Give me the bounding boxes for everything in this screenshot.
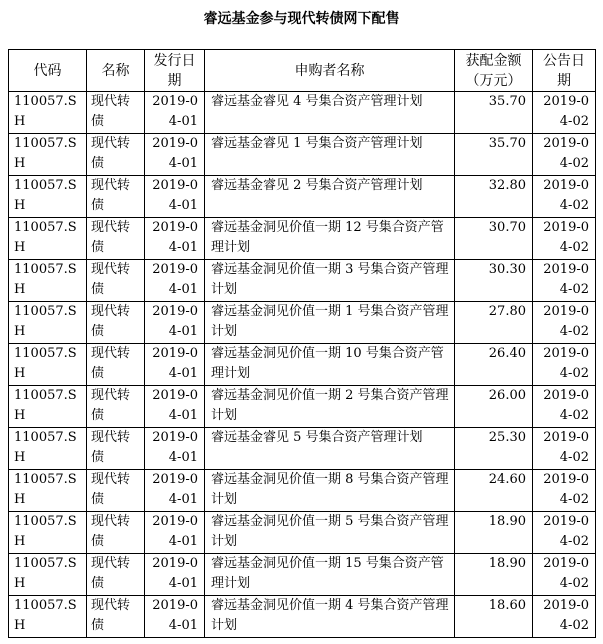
cell-code: 110057.SH (9, 344, 87, 386)
cell-amount: 35.70 (455, 92, 533, 134)
cell-code: 110057.SH (9, 176, 87, 218)
cell-name: 现代转债 (87, 218, 145, 260)
cell-issue-date: 2019-04-01 (145, 260, 205, 302)
header-code: 代码 (9, 50, 87, 92)
cell-name: 现代转债 (87, 512, 145, 554)
cell-issue-date: 2019-04-01 (145, 428, 205, 470)
cell-issue-date: 2019-04-01 (145, 176, 205, 218)
table-row (9, 218, 596, 260)
cell-applicant: 睿远基金睿见 5 号集合资产管理计划 (205, 428, 455, 470)
cell-code: 110057.SH (9, 554, 87, 596)
allocation-table (8, 49, 596, 638)
cell-code: 110057.SH (9, 302, 87, 344)
cell-announce-date: 2019-04-02 (533, 302, 596, 344)
cell-announce-date: 2019-04-02 (533, 386, 596, 428)
cell-amount: 18.90 (455, 512, 533, 554)
cell-announce-date: 2019-04-02 (533, 260, 596, 302)
table-row (9, 344, 596, 386)
cell-announce-date: 2019-04-02 (533, 218, 596, 260)
cell-issue-date: 2019-04-01 (145, 554, 205, 596)
cell-code: 110057.SH (9, 428, 87, 470)
table-row (9, 176, 596, 218)
cell-issue-date: 2019-04-01 (145, 596, 205, 638)
cell-announce-date: 2019-04-02 (533, 176, 596, 218)
cell-code: 110057.SH (9, 512, 87, 554)
cell-issue-date: 2019-04-01 (145, 386, 205, 428)
cell-code: 110057.SH (9, 134, 87, 176)
cell-name: 现代转债 (87, 554, 145, 596)
cell-applicant: 睿远基金洞见价值一期 1 号集合资产管理计划 (205, 302, 455, 344)
cell-applicant: 睿远基金洞见价值一期 5 号集合资产管理计划 (205, 512, 455, 554)
table-row (9, 134, 596, 176)
cell-amount: 18.90 (455, 554, 533, 596)
cell-amount: 24.60 (455, 470, 533, 512)
table-row (9, 596, 596, 638)
cell-amount: 32.80 (455, 176, 533, 218)
cell-amount: 26.40 (455, 344, 533, 386)
cell-name: 现代转债 (87, 428, 145, 470)
table-row (9, 260, 596, 302)
cell-amount: 18.60 (455, 596, 533, 638)
table-row (9, 386, 596, 428)
cell-name: 现代转债 (87, 92, 145, 134)
page-title: 睿远基金参与现代转债网下配售 (203, 11, 400, 27)
cell-name: 现代转债 (87, 386, 145, 428)
cell-amount: 35.70 (455, 134, 533, 176)
cell-amount: 26.00 (455, 386, 533, 428)
cell-code: 110057.SH (9, 218, 87, 260)
cell-announce-date: 2019-04-02 (533, 92, 596, 134)
cell-applicant: 睿远基金洞见价值一期 2 号集合资产管理计划 (205, 386, 455, 428)
cell-name: 现代转债 (87, 176, 145, 218)
cell-announce-date: 2019-04-02 (533, 596, 596, 638)
header-issue-date: 发行日期 (145, 50, 205, 92)
cell-name: 现代转债 (87, 344, 145, 386)
cell-issue-date: 2019-04-01 (145, 218, 205, 260)
cell-code: 110057.SH (9, 260, 87, 302)
cell-issue-date: 2019-04-01 (145, 134, 205, 176)
cell-code: 110057.SH (9, 386, 87, 428)
cell-announce-date: 2019-04-02 (533, 470, 596, 512)
table-row (9, 302, 596, 344)
cell-issue-date: 2019-04-01 (145, 344, 205, 386)
table-body (9, 92, 596, 638)
cell-amount: 30.70 (455, 218, 533, 260)
header-applicant: 申购者名称 (205, 50, 455, 92)
cell-code: 110057.SH (9, 470, 87, 512)
header-announce-date: 公告日期 (533, 50, 596, 92)
cell-applicant: 睿远基金洞见价值一期 12 号集合资产管理计划 (205, 218, 455, 260)
cell-issue-date: 2019-04-01 (145, 512, 205, 554)
cell-amount: 30.30 (455, 260, 533, 302)
cell-applicant: 睿远基金睿见 4 号集合资产管理计划 (205, 92, 455, 134)
cell-name: 现代转债 (87, 260, 145, 302)
cell-name: 现代转债 (87, 596, 145, 638)
cell-applicant: 睿远基金睿见 2 号集合资产管理计划 (205, 176, 455, 218)
cell-announce-date: 2019-04-02 (533, 344, 596, 386)
cell-issue-date: 2019-04-01 (145, 92, 205, 134)
cell-code: 110057.SH (9, 596, 87, 638)
table-row (9, 512, 596, 554)
header-name: 名称 (87, 50, 145, 92)
cell-applicant: 睿远基金洞见价值一期 10 号集合资产管理计划 (205, 344, 455, 386)
cell-name: 现代转债 (87, 302, 145, 344)
cell-announce-date: 2019-04-02 (533, 134, 596, 176)
table-row (9, 554, 596, 596)
cell-issue-date: 2019-04-01 (145, 470, 205, 512)
cell-amount: 25.30 (455, 428, 533, 470)
table-row (9, 470, 596, 512)
cell-announce-date: 2019-04-02 (533, 554, 596, 596)
cell-name: 现代转债 (87, 470, 145, 512)
header-amount: 获配金额（万元） (455, 50, 533, 92)
cell-applicant: 睿远基金洞见价值一期 15 号集合资产管理计划 (205, 554, 455, 596)
table-header-row (9, 50, 596, 92)
cell-amount: 27.80 (455, 302, 533, 344)
cell-applicant: 睿远基金洞见价值一期 3 号集合资产管理计划 (205, 260, 455, 302)
table-row (9, 428, 596, 470)
cell-announce-date: 2019-04-02 (533, 428, 596, 470)
cell-applicant: 睿远基金洞见价值一期 4 号集合资产管理计划 (205, 596, 455, 638)
cell-applicant: 睿远基金睿见 1 号集合资产管理计划 (205, 134, 455, 176)
cell-name: 现代转债 (87, 134, 145, 176)
cell-announce-date: 2019-04-02 (533, 512, 596, 554)
table-row (9, 92, 596, 134)
cell-code: 110057.SH (9, 92, 87, 134)
cell-applicant: 睿远基金洞见价值一期 8 号集合资产管理计划 (205, 470, 455, 512)
cell-issue-date: 2019-04-01 (145, 302, 205, 344)
